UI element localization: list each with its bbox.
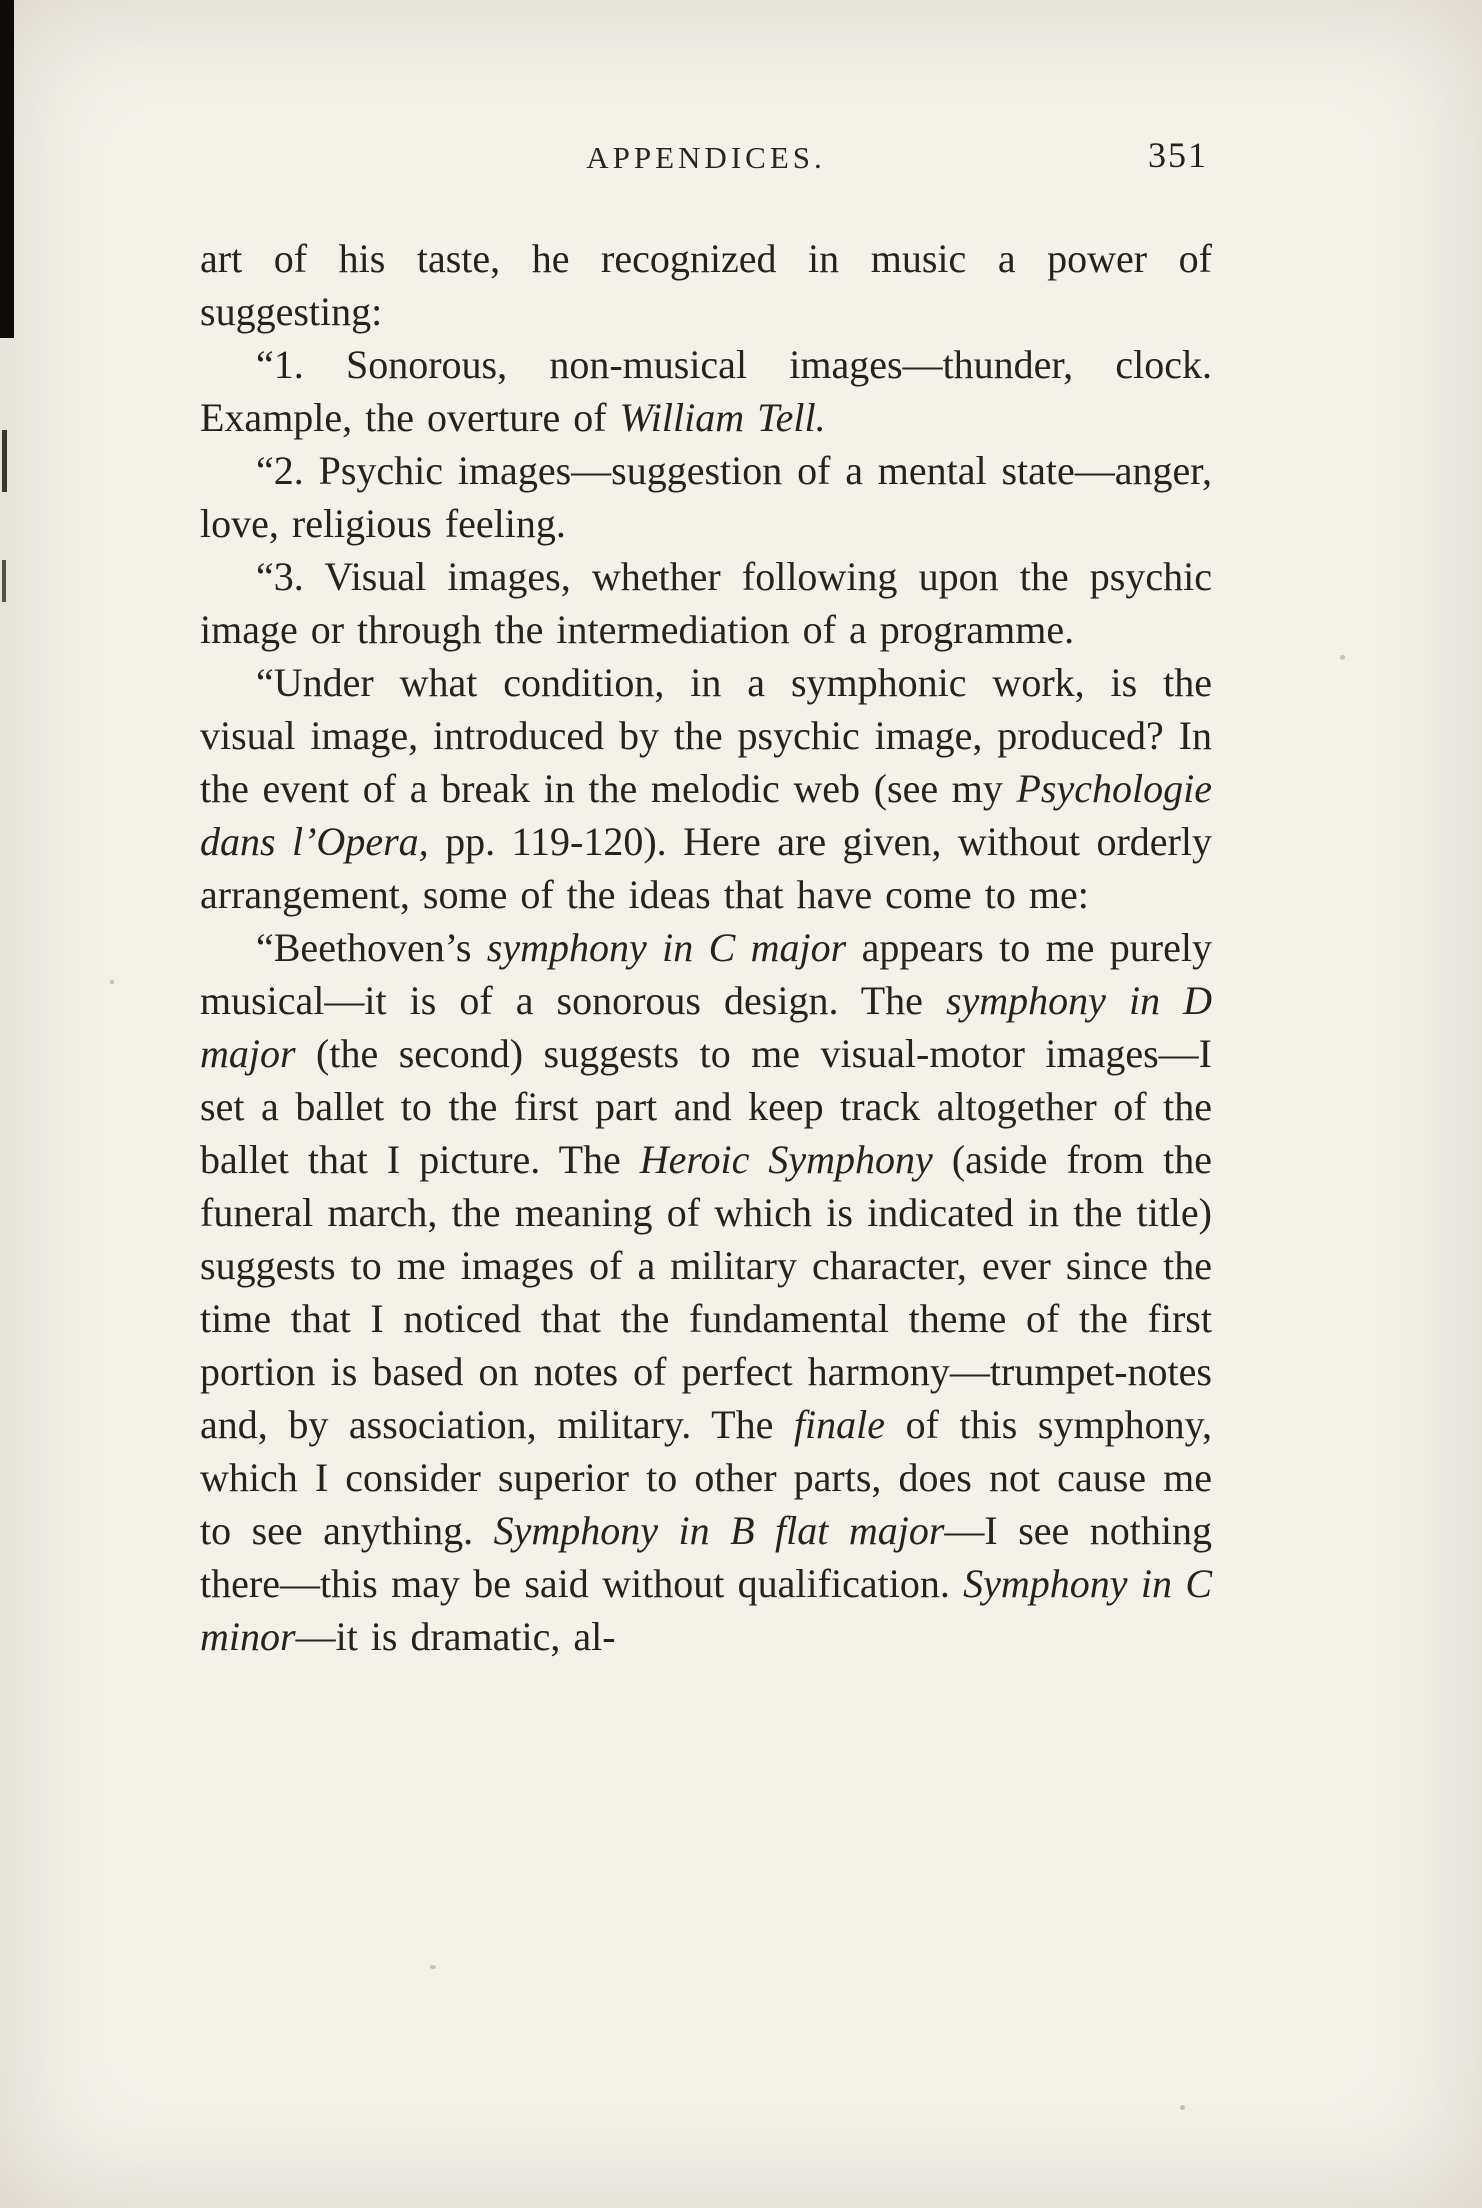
scan-speck xyxy=(430,1965,436,1969)
text-segment: (the second) suggests to me visual-motor images—I set a ballet to the first part and keep track altogether of the ballet that I picture. The xyxy=(200,1031,1212,1182)
text-segment: “Beethoven’s xyxy=(256,925,487,970)
text-segment: of this symphony, which I consider superior to other parts, does not cause me to see anything. xyxy=(200,1402,1212,1553)
scan-speck xyxy=(110,980,114,984)
italic-text-segment: William Tell. xyxy=(619,395,826,440)
page-number: 351 xyxy=(1148,135,1208,175)
running-title: APPENDICES. xyxy=(586,140,826,175)
paragraph xyxy=(200,338,1212,444)
italic-text-segment: Symphony in B flat major xyxy=(493,1508,945,1553)
italic-text-segment: Psychologie dans l’Opera, xyxy=(200,766,1212,864)
body-text xyxy=(200,232,1212,1663)
italic-text-segment: symphony in D major xyxy=(200,978,1212,1076)
paragraph xyxy=(200,656,1212,921)
italic-text-segment: Heroic Symphony xyxy=(639,1137,933,1182)
binding-shadow xyxy=(0,0,14,338)
binding-mark xyxy=(2,560,6,602)
scan-speck xyxy=(1340,655,1345,660)
text-segment: pp. 119-120). Here are given, without orderly arrangement, some of the ideas that have come to me: xyxy=(200,819,1212,917)
paragraph xyxy=(200,232,1212,338)
italic-text-segment: Symphony in C minor xyxy=(200,1561,1213,1659)
text-segment: —I see nothing there—this may be said without qualification. xyxy=(200,1508,1212,1606)
text-segment: “3. Visual images, whether following upon the psychic image or through the intermediation of a programme. xyxy=(200,554,1212,652)
text-segment: (aside from the funeral march, the meaning of which is indicated in the title) suggests to me images of a military character, ever since the time that I noticed that the fundamental theme of the first portion is based on notes of perfect harmony—trumpet-notes and, by association, military. The xyxy=(200,1137,1212,1447)
text-segment: appears to me purely musical—it is of a sonorous design. The xyxy=(200,925,1212,1023)
binding-mark xyxy=(2,430,7,492)
text-segment: “2. Psychic images—suggestion of a mental state—anger, love, religious feeling. xyxy=(200,448,1212,546)
text-segment: “1. Sonorous, non-musical images—thunder, clock. Example, the overture of xyxy=(200,342,1212,440)
paragraph xyxy=(200,444,1212,550)
paragraph xyxy=(200,921,1212,1663)
text-segment: —it is dramatic, al- xyxy=(295,1614,616,1659)
scan-speck xyxy=(1180,2105,1185,2110)
italic-text-segment: finale xyxy=(793,1402,886,1447)
text-segment: art of his taste, he recognized in music a power of suggesting: xyxy=(200,236,1212,334)
page-header xyxy=(200,135,1212,192)
text-segment: “Under what condition, in a symphonic work, is the visual image, introduced by the psychic image, produced? In the event of a break in the melodic web (see my xyxy=(200,660,1212,811)
paragraph xyxy=(200,550,1212,656)
italic-text-segment: symphony in C major xyxy=(486,925,847,970)
